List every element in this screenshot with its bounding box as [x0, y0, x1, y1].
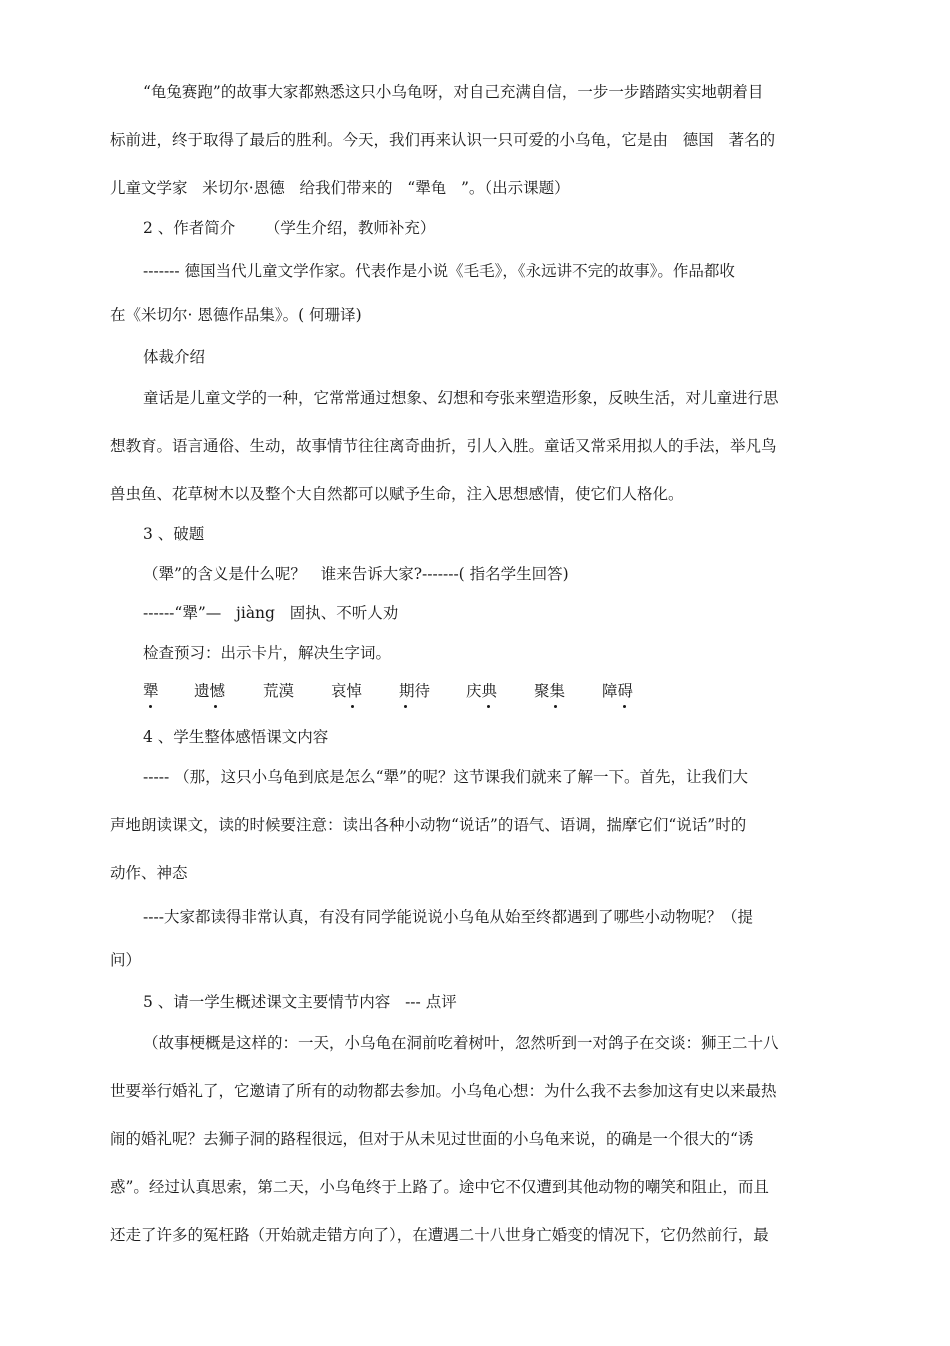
vocab-word: 障碍 — [602, 682, 634, 700]
emphasis-dot — [149, 705, 152, 708]
vocab-word: 遗憾 — [194, 682, 226, 700]
whole-heading: 4 、学生整体感悟课文内容 — [143, 728, 329, 746]
title-answer: ------“犟”— jiàng 固执、不听人劝 — [143, 604, 399, 622]
emphasis-dot — [487, 705, 490, 708]
emphasis-dot — [404, 705, 407, 708]
plot-line-2: 世要举行婚礼了，它邀请了所有的动物都去参加。小乌龟心想：为什么我不去参加这有史以来最热 — [110, 1082, 777, 1100]
genre-line-2: 想教育。语言通俗、生动，故事情节往往离奇曲折，引人入胜。童话又常采用拟人的手法，举凡鸟 — [110, 437, 777, 455]
plot-line-1: （故事梗概是这样的：一天，小乌龟在洞前吃着树叶，忽然听到一对鸽子在交谈：狮王二十八 — [143, 1034, 779, 1052]
title-heading: 3 、破题 — [143, 525, 205, 543]
emphasis-dot — [623, 705, 626, 708]
author-line-2: 在《米切尔· 恩德作品集》。( 何珊译) — [110, 306, 362, 324]
genre-heading: 体裁介绍 — [143, 348, 206, 366]
emphasis-dot — [214, 705, 217, 708]
title-question: （犟”的含义是什么呢？ 谁来告诉大家?-------( 指名学生回答) — [143, 565, 569, 583]
vocab-word: 犟 — [143, 682, 159, 700]
vocab-word: 荒漠 — [263, 682, 295, 700]
vocab-word: 庆典 — [466, 682, 498, 700]
author-line-1: ------- 德国当代儿童文学作家。代表作是小说《毛毛》，《永远讲不完的故事》。作品都收 — [143, 262, 735, 280]
vocab-word: 哀悼 — [331, 682, 363, 700]
whole-line-1: ----- （那，这只小乌龟到底是怎么“犟”的呢？这节课我们就来了解一下。首先，让我们大 — [143, 768, 748, 786]
intro-line-1: “龟兔赛跑”的故事大家都熟悉这只小乌龟呀，对自己充满自信，一步一步踏踏实实地朝着目 — [143, 83, 764, 101]
plot-line-4: 惑”。经过认真思索，第二天，小乌龟终于上路了。途中它不仅遭到其他动物的嘲笑和阻止，而且 — [110, 1178, 769, 1196]
ask-line-2: 问） — [110, 951, 142, 969]
vocab-word: 期待 — [399, 682, 431, 700]
whole-line-2: 声地朗读课文，读的时候要注意：读出各种小动物“说话”的语气、语调，揣摩它们“说话”时的 — [110, 816, 747, 834]
plot-line-5: 还走了许多的冤枉路（开始就走错方向了），在遭遇二十八世身亡婚变的情况下，它仍然前行，最 — [110, 1226, 769, 1244]
genre-line-1: 童话是儿童文学的一种，它常常通过想象、幻想和夸张来塑造形象，反映生活，对儿童进行思 — [143, 389, 779, 407]
genre-line-3: 兽虫鱼、花草树木以及整个大自然都可以赋予生命，注入思想感情，使它们人格化。 — [110, 485, 684, 503]
whole-line-3: 动作、神态 — [110, 864, 188, 882]
author-heading: 2 、作者简介 （学生介绍，教师补充） — [143, 219, 436, 237]
vocab-word: 聚集 — [534, 682, 566, 700]
plot-heading: 5 、请一学生概述课文主要情节内容 --- 点评 — [143, 993, 457, 1011]
emphasis-dot — [554, 705, 557, 708]
intro-line-3: 儿童文学家 米切尔·恩德 给我们带来的 “犟龟 ”。（出示课题） — [110, 179, 570, 197]
ask-line-1: ----大家都读得非常认真，有没有同学能说说小乌龟从始至终都遇到了哪些小动物呢？（提 — [143, 908, 753, 926]
emphasis-dot — [351, 705, 354, 708]
intro-line-2: 标前进，终于取得了最后的胜利。今天，我们再来认识一只可爱的小乌龟，它是由 德国 著名的 — [110, 131, 776, 149]
plot-line-3: 闹的婚礼呢？去狮子洞的路程很远，但对于从未见过世面的小乌龟来说，的确是一个很大的“诱 — [110, 1130, 754, 1148]
preview-line: 检查预习：出示卡片，解决生字词。 — [143, 644, 392, 662]
